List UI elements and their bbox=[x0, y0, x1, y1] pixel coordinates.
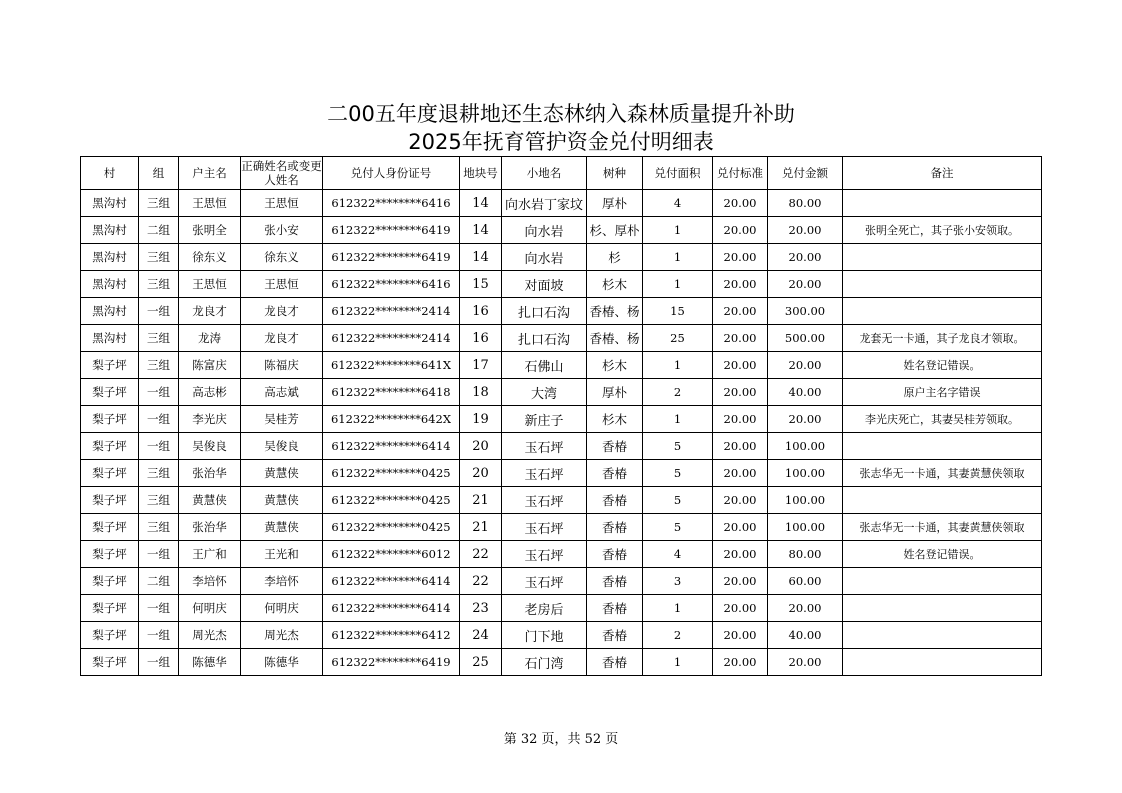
cell-place-name: 对面坡 bbox=[502, 271, 587, 298]
cell-village: 梨子坪 bbox=[81, 622, 139, 649]
cell-place-name: 玉石坪 bbox=[502, 541, 587, 568]
cell-place-name: 玉石坪 bbox=[502, 487, 587, 514]
cell-amount: 20.00 bbox=[768, 352, 843, 379]
cell-plot-number: 20 bbox=[460, 460, 502, 487]
cell-remarks bbox=[843, 271, 1042, 298]
cell-corrected-name: 王思恒 bbox=[241, 190, 323, 217]
cell-place-name: 扎口石沟 bbox=[502, 325, 587, 352]
cell-village: 黑沟村 bbox=[81, 190, 139, 217]
cell-tree-species: 杉、厚朴 bbox=[587, 217, 643, 244]
cell-village: 梨子坪 bbox=[81, 433, 139, 460]
cell-village: 黑沟村 bbox=[81, 217, 139, 244]
cell-village: 黑沟村 bbox=[81, 325, 139, 352]
cell-amount: 20.00 bbox=[768, 406, 843, 433]
cell-plot-number: 14 bbox=[460, 190, 502, 217]
table-row bbox=[81, 298, 1042, 325]
cell-amount: 20.00 bbox=[768, 649, 843, 676]
cell-tree-species: 香椿 bbox=[587, 514, 643, 541]
cell-household-name: 徐东义 bbox=[179, 244, 241, 271]
cell-tree-species: 香椿 bbox=[587, 622, 643, 649]
cell-group: 一组 bbox=[139, 622, 179, 649]
cell-corrected-name: 高志斌 bbox=[241, 379, 323, 406]
cell-area: 1 bbox=[643, 244, 713, 271]
cell-corrected-name: 王光和 bbox=[241, 541, 323, 568]
cell-group: 二组 bbox=[139, 568, 179, 595]
cell-amount: 500.00 bbox=[768, 325, 843, 352]
cell-plot-number: 18 bbox=[460, 379, 502, 406]
cell-place-name: 向水岩 bbox=[502, 244, 587, 271]
cell-remarks: 姓名登记错误。 bbox=[843, 541, 1042, 568]
cell-household-name: 王广和 bbox=[179, 541, 241, 568]
cell-standard: 20.00 bbox=[713, 244, 768, 271]
cell-village: 梨子坪 bbox=[81, 352, 139, 379]
cell-standard: 20.00 bbox=[713, 649, 768, 676]
cell-place-name: 玉石坪 bbox=[502, 460, 587, 487]
cell-group: 三组 bbox=[139, 325, 179, 352]
cell-remarks bbox=[843, 433, 1042, 460]
payment-detail-table bbox=[80, 156, 1042, 676]
cell-id-number: 612322********6419 bbox=[323, 217, 460, 244]
table-row bbox=[81, 568, 1042, 595]
cell-plot-number: 21 bbox=[460, 514, 502, 541]
cell-plot-number: 15 bbox=[460, 271, 502, 298]
cell-household-name: 龙良才 bbox=[179, 298, 241, 325]
cell-tree-species: 厚朴 bbox=[587, 190, 643, 217]
cell-standard: 20.00 bbox=[713, 568, 768, 595]
cell-id-number: 612322********6412 bbox=[323, 622, 460, 649]
cell-village: 黑沟村 bbox=[81, 298, 139, 325]
cell-id-number: 612322********6414 bbox=[323, 595, 460, 622]
cell-group: 一组 bbox=[139, 406, 179, 433]
cell-place-name: 向水岩丁家坟 bbox=[502, 190, 587, 217]
cell-tree-species: 香椿 bbox=[587, 568, 643, 595]
cell-plot-number: 25 bbox=[460, 649, 502, 676]
cell-tree-species: 杉 bbox=[587, 244, 643, 271]
cell-tree-species: 杉木 bbox=[587, 352, 643, 379]
table-row bbox=[81, 271, 1042, 298]
cell-standard: 20.00 bbox=[713, 460, 768, 487]
cell-group: 三组 bbox=[139, 352, 179, 379]
cell-id-number: 612322********0425 bbox=[323, 487, 460, 514]
cell-corrected-name: 黄慧侠 bbox=[241, 487, 323, 514]
cell-area: 5 bbox=[643, 514, 713, 541]
cell-group: 一组 bbox=[139, 541, 179, 568]
cell-remarks bbox=[843, 487, 1042, 514]
cell-plot-number: 22 bbox=[460, 541, 502, 568]
table-row bbox=[81, 406, 1042, 433]
cell-group: 三组 bbox=[139, 244, 179, 271]
cell-area: 1 bbox=[643, 352, 713, 379]
cell-standard: 20.00 bbox=[713, 190, 768, 217]
cell-amount: 20.00 bbox=[768, 217, 843, 244]
cell-standard: 20.00 bbox=[713, 622, 768, 649]
cell-village: 黑沟村 bbox=[81, 244, 139, 271]
header-id-number: 兑付人身份证号 bbox=[323, 157, 460, 190]
cell-place-name: 石佛山 bbox=[502, 352, 587, 379]
cell-household-name: 陈德华 bbox=[179, 649, 241, 676]
cell-area: 1 bbox=[643, 271, 713, 298]
cell-id-number: 612322********6419 bbox=[323, 244, 460, 271]
cell-household-name: 黄慧侠 bbox=[179, 487, 241, 514]
cell-amount: 20.00 bbox=[768, 244, 843, 271]
cell-corrected-name: 黄慧侠 bbox=[241, 460, 323, 487]
cell-remarks: 姓名登记错误。 bbox=[843, 352, 1042, 379]
cell-standard: 20.00 bbox=[713, 514, 768, 541]
cell-group: 三组 bbox=[139, 460, 179, 487]
cell-area: 15 bbox=[643, 298, 713, 325]
cell-corrected-name: 黄慧侠 bbox=[241, 514, 323, 541]
table-row bbox=[81, 487, 1042, 514]
cell-area: 2 bbox=[643, 379, 713, 406]
table-row bbox=[81, 433, 1042, 460]
cell-village: 梨子坪 bbox=[81, 487, 139, 514]
cell-plot-number: 24 bbox=[460, 622, 502, 649]
cell-remarks bbox=[843, 649, 1042, 676]
cell-standard: 20.00 bbox=[713, 217, 768, 244]
cell-area: 25 bbox=[643, 325, 713, 352]
cell-tree-species: 香椿 bbox=[587, 433, 643, 460]
cell-corrected-name: 陈德华 bbox=[241, 649, 323, 676]
cell-group: 三组 bbox=[139, 190, 179, 217]
cell-id-number: 612322********6012 bbox=[323, 541, 460, 568]
header-tree-species: 树种 bbox=[587, 157, 643, 190]
cell-village: 梨子坪 bbox=[81, 649, 139, 676]
cell-id-number: 612322********6414 bbox=[323, 568, 460, 595]
cell-tree-species: 香椿 bbox=[587, 460, 643, 487]
cell-group: 三组 bbox=[139, 514, 179, 541]
cell-plot-number: 14 bbox=[460, 244, 502, 271]
cell-amount: 100.00 bbox=[768, 487, 843, 514]
cell-standard: 20.00 bbox=[713, 406, 768, 433]
cell-place-name: 门下地 bbox=[502, 622, 587, 649]
header-remarks: 备注 bbox=[843, 157, 1042, 190]
cell-id-number: 612322********0425 bbox=[323, 514, 460, 541]
table-row bbox=[81, 217, 1042, 244]
cell-corrected-name: 何明庆 bbox=[241, 595, 323, 622]
cell-household-name: 李光庆 bbox=[179, 406, 241, 433]
cell-place-name: 向水岩 bbox=[502, 217, 587, 244]
table-row bbox=[81, 325, 1042, 352]
table-row bbox=[81, 649, 1042, 676]
cell-id-number: 612322********2414 bbox=[323, 298, 460, 325]
cell-standard: 20.00 bbox=[713, 433, 768, 460]
cell-place-name: 新庄子 bbox=[502, 406, 587, 433]
cell-amount: 100.00 bbox=[768, 460, 843, 487]
cell-amount: 100.00 bbox=[768, 514, 843, 541]
cell-group: 三组 bbox=[139, 487, 179, 514]
cell-remarks bbox=[843, 190, 1042, 217]
cell-household-name: 张明全 bbox=[179, 217, 241, 244]
cell-plot-number: 14 bbox=[460, 217, 502, 244]
cell-tree-species: 厚朴 bbox=[587, 379, 643, 406]
table-row bbox=[81, 595, 1042, 622]
table-row bbox=[81, 352, 1042, 379]
cell-standard: 20.00 bbox=[713, 487, 768, 514]
cell-area: 3 bbox=[643, 568, 713, 595]
cell-household-name: 吴俊良 bbox=[179, 433, 241, 460]
cell-household-name: 何明庆 bbox=[179, 595, 241, 622]
cell-tree-species: 杉木 bbox=[587, 406, 643, 433]
cell-place-name: 扎口石沟 bbox=[502, 298, 587, 325]
document-title-line2: 2025年抚育管护资金兑付明细表 bbox=[408, 130, 714, 154]
cell-standard: 20.00 bbox=[713, 298, 768, 325]
cell-standard: 20.00 bbox=[713, 325, 768, 352]
cell-plot-number: 23 bbox=[460, 595, 502, 622]
cell-corrected-name: 龙良才 bbox=[241, 298, 323, 325]
table-row bbox=[81, 541, 1042, 568]
cell-area: 4 bbox=[643, 541, 713, 568]
cell-area: 5 bbox=[643, 460, 713, 487]
cell-plot-number: 17 bbox=[460, 352, 502, 379]
table-row bbox=[81, 190, 1042, 217]
cell-corrected-name: 吴俊良 bbox=[241, 433, 323, 460]
table-row bbox=[81, 622, 1042, 649]
cell-area: 1 bbox=[643, 217, 713, 244]
table-row bbox=[81, 460, 1042, 487]
cell-group: 一组 bbox=[139, 595, 179, 622]
cell-place-name: 石门湾 bbox=[502, 649, 587, 676]
cell-group: 一组 bbox=[139, 433, 179, 460]
cell-village: 梨子坪 bbox=[81, 541, 139, 568]
cell-amount: 20.00 bbox=[768, 271, 843, 298]
cell-remarks: 原户主名字错误 bbox=[843, 379, 1042, 406]
cell-amount: 40.00 bbox=[768, 379, 843, 406]
cell-village: 黑沟村 bbox=[81, 271, 139, 298]
table-row bbox=[81, 514, 1042, 541]
cell-area: 4 bbox=[643, 190, 713, 217]
cell-village: 梨子坪 bbox=[81, 460, 139, 487]
table-header-row bbox=[81, 157, 1042, 190]
cell-standard: 20.00 bbox=[713, 595, 768, 622]
cell-village: 梨子坪 bbox=[81, 568, 139, 595]
cell-household-name: 高志彬 bbox=[179, 379, 241, 406]
header-household-name: 户主名 bbox=[179, 157, 241, 190]
cell-plot-number: 19 bbox=[460, 406, 502, 433]
cell-plot-number: 16 bbox=[460, 298, 502, 325]
cell-corrected-name: 周光杰 bbox=[241, 622, 323, 649]
header-amount: 兑付金额 bbox=[768, 157, 843, 190]
table-row bbox=[81, 244, 1042, 271]
cell-place-name: 玉石坪 bbox=[502, 568, 587, 595]
header-place-name: 小地名 bbox=[502, 157, 587, 190]
cell-area: 1 bbox=[643, 649, 713, 676]
cell-tree-species: 香椿 bbox=[587, 649, 643, 676]
cell-amount: 300.00 bbox=[768, 298, 843, 325]
cell-village: 梨子坪 bbox=[81, 514, 139, 541]
cell-tree-species: 香椿、杨 bbox=[587, 298, 643, 325]
cell-village: 梨子坪 bbox=[81, 595, 139, 622]
cell-id-number: 612322********6416 bbox=[323, 271, 460, 298]
cell-plot-number: 20 bbox=[460, 433, 502, 460]
header-village: 村 bbox=[81, 157, 139, 190]
cell-plot-number: 22 bbox=[460, 568, 502, 595]
cell-area: 5 bbox=[643, 487, 713, 514]
cell-corrected-name: 吴桂芳 bbox=[241, 406, 323, 433]
cell-standard: 20.00 bbox=[713, 379, 768, 406]
cell-group: 一组 bbox=[139, 649, 179, 676]
cell-remarks bbox=[843, 568, 1042, 595]
cell-tree-species: 香椿 bbox=[587, 595, 643, 622]
cell-household-name: 周光杰 bbox=[179, 622, 241, 649]
cell-tree-species: 香椿、杨 bbox=[587, 325, 643, 352]
cell-tree-species: 香椿 bbox=[587, 487, 643, 514]
cell-tree-species: 杉木 bbox=[587, 271, 643, 298]
cell-id-number: 612322********642X bbox=[323, 406, 460, 433]
cell-standard: 20.00 bbox=[713, 541, 768, 568]
cell-remarks bbox=[843, 244, 1042, 271]
cell-group: 二组 bbox=[139, 217, 179, 244]
cell-place-name: 大湾 bbox=[502, 379, 587, 406]
header-area: 兑付面积 bbox=[643, 157, 713, 190]
cell-group: 一组 bbox=[139, 298, 179, 325]
cell-corrected-name: 王思恒 bbox=[241, 271, 323, 298]
cell-place-name: 玉石坪 bbox=[502, 433, 587, 460]
cell-amount: 80.00 bbox=[768, 541, 843, 568]
cell-village: 梨子坪 bbox=[81, 406, 139, 433]
cell-plot-number: 21 bbox=[460, 487, 502, 514]
cell-id-number: 612322********2414 bbox=[323, 325, 460, 352]
cell-standard: 20.00 bbox=[713, 352, 768, 379]
cell-area: 1 bbox=[643, 595, 713, 622]
cell-id-number: 612322********641X bbox=[323, 352, 460, 379]
cell-area: 5 bbox=[643, 433, 713, 460]
cell-corrected-name: 徐东义 bbox=[241, 244, 323, 271]
header-group: 组 bbox=[139, 157, 179, 190]
cell-amount: 40.00 bbox=[768, 622, 843, 649]
cell-corrected-name: 李培怀 bbox=[241, 568, 323, 595]
cell-household-name: 陈富庆 bbox=[179, 352, 241, 379]
cell-corrected-name: 张小安 bbox=[241, 217, 323, 244]
cell-id-number: 612322********6418 bbox=[323, 379, 460, 406]
cell-remarks bbox=[843, 622, 1042, 649]
cell-place-name: 老房后 bbox=[502, 595, 587, 622]
header-standard: 兑付标准 bbox=[713, 157, 768, 190]
cell-place-name: 玉石坪 bbox=[502, 514, 587, 541]
cell-plot-number: 16 bbox=[460, 325, 502, 352]
cell-id-number: 612322********6414 bbox=[323, 433, 460, 460]
cell-remarks bbox=[843, 595, 1042, 622]
cell-remarks: 张志华无一卡通，其妻黄慧侠领取 bbox=[843, 460, 1042, 487]
cell-id-number: 612322********6419 bbox=[323, 649, 460, 676]
header-corrected-name: 正确姓名或变更人姓名 bbox=[241, 157, 323, 190]
cell-village: 梨子坪 bbox=[81, 379, 139, 406]
cell-household-name: 龙涛 bbox=[179, 325, 241, 352]
cell-amount: 20.00 bbox=[768, 595, 843, 622]
table-row bbox=[81, 379, 1042, 406]
cell-group: 一组 bbox=[139, 379, 179, 406]
cell-amount: 100.00 bbox=[768, 433, 843, 460]
cell-area: 2 bbox=[643, 622, 713, 649]
page-number: 第 32 页，共 52 页 bbox=[503, 732, 619, 747]
cell-amount: 60.00 bbox=[768, 568, 843, 595]
cell-tree-species: 香椿 bbox=[587, 541, 643, 568]
cell-remarks: 李光庆死亡，其妻吴桂芳领取。 bbox=[843, 406, 1042, 433]
cell-amount: 80.00 bbox=[768, 190, 843, 217]
cell-area: 1 bbox=[643, 406, 713, 433]
cell-household-name: 张治华 bbox=[179, 514, 241, 541]
cell-household-name: 张治华 bbox=[179, 460, 241, 487]
document-title-line1: 二00五年度退耕地还生态林纳入森林质量提升补助 bbox=[327, 102, 795, 126]
cell-household-name: 李培怀 bbox=[179, 568, 241, 595]
cell-id-number: 612322********6416 bbox=[323, 190, 460, 217]
cell-remarks: 张明全死亡，其子张小安领取。 bbox=[843, 217, 1042, 244]
cell-remarks bbox=[843, 298, 1042, 325]
cell-household-name: 王思恒 bbox=[179, 190, 241, 217]
header-plot-number: 地块号 bbox=[460, 157, 502, 190]
cell-household-name: 王思恒 bbox=[179, 271, 241, 298]
cell-corrected-name: 龙良才 bbox=[241, 325, 323, 352]
cell-id-number: 612322********0425 bbox=[323, 460, 460, 487]
cell-remarks: 张志华无一卡通，其妻黄慧侠领取 bbox=[843, 514, 1042, 541]
cell-standard: 20.00 bbox=[713, 271, 768, 298]
cell-corrected-name: 陈福庆 bbox=[241, 352, 323, 379]
cell-remarks: 龙套无一卡通，其子龙良才领取。 bbox=[843, 325, 1042, 352]
cell-group: 三组 bbox=[139, 271, 179, 298]
